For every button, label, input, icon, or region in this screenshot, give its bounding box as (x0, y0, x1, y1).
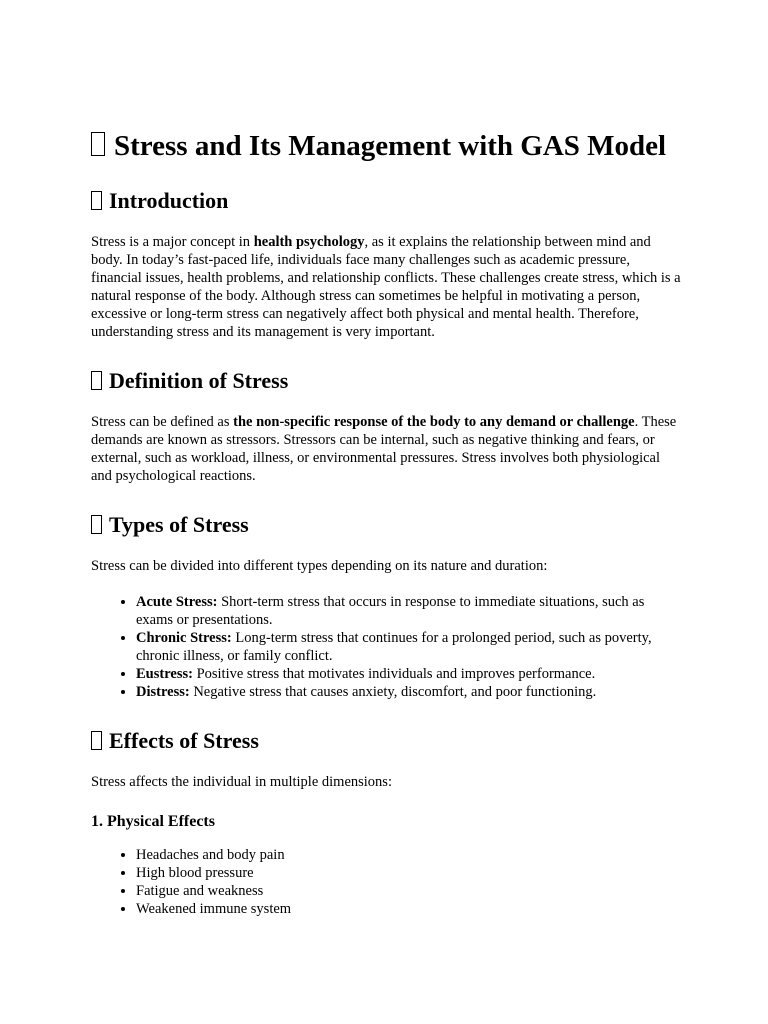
text-run: , as it explains the relationship between mind and body. In today’s fast-paced life, individuals face many challenges such as academic pressure, financial issues, health problems, and relationship conflicts. These challenges create stress, which is a natural response of the body. Although stress can sometimes be helpful in motivating a person, excessive or long-term stress can negatively affect both physical and mental health. Therefore, understanding stress and its management is very important. (91, 234, 681, 340)
document-title (91, 128, 681, 164)
section-heading-text: Types of Stress (109, 512, 249, 537)
section-heading-introduction (91, 188, 681, 214)
list-item-desc: Short-term stress that occurs in response to immediate situations, such as exams or presentations. (136, 594, 645, 628)
list-item-term: Acute Stress: (136, 594, 218, 610)
list-item: • High blood pressure (136, 864, 681, 882)
list-item (136, 683, 681, 701)
definition-paragraph (91, 413, 681, 485)
list-item-term: Chronic Stress: (136, 630, 232, 646)
section-heading-definition (91, 368, 681, 394)
list-item-desc: Long-term stress that continues for a prolonged period, such as poverty, chronic illness, or family conflict. (136, 630, 652, 664)
missing-glyph-icon (91, 191, 102, 210)
list-item (136, 629, 681, 665)
missing-glyph-icon (91, 132, 105, 156)
document-title-text: Stress and Its Management with GAS Model (114, 130, 667, 162)
bold-text-run: the non-specific response of the body to any demand or challenge (233, 414, 635, 430)
list-item-term: Eustress: (136, 666, 193, 682)
list-item: • Fatigue and weakness (136, 882, 681, 900)
effects-intro-paragraph: Stress affects the individual in multiple dimensions: (91, 774, 392, 790)
types-list (91, 593, 681, 701)
missing-glyph-icon (91, 731, 102, 750)
section-heading-text: Effects of Stress (109, 728, 259, 753)
text-run: . These demands are known as stressors. Stressors can be internal, such as negative thinking and fears, or external, such as workload, illness, or environmental pressures. Stress involves both physiological and psychological reactions. (91, 414, 677, 484)
missing-glyph-icon (91, 515, 102, 534)
missing-glyph-icon (91, 371, 102, 390)
list-item-term: Distress: (136, 684, 190, 700)
bold-text-run: health psychology (253, 234, 365, 250)
section-heading-types (91, 512, 681, 538)
document-content (91, 128, 681, 945)
list-item (136, 665, 681, 683)
list-item-desc: Positive stress that motivates individuals and improves performance. (192, 666, 596, 682)
list-item: • Weakened immune system (136, 900, 681, 918)
section-heading-text: Introduction (109, 188, 229, 213)
section-heading-text: Definition of Stress (109, 368, 289, 393)
subheading-physical-effects: 1. Physical Effects (91, 813, 215, 830)
list-item (136, 593, 681, 629)
introduction-paragraph (91, 233, 681, 341)
section-heading-effects (91, 728, 681, 754)
physical-effects-list (91, 846, 681, 918)
types-intro-paragraph: Stress can be divided into different types depending on its nature and duration: (91, 558, 548, 574)
text-run: Stress is a major concept in (91, 234, 254, 250)
list-item-desc: Negative stress that causes anxiety, discomfort, and poor functioning. (189, 684, 597, 700)
text-run: Stress can be defined as (91, 414, 234, 430)
list-item: • Headaches and body pain (136, 846, 681, 864)
